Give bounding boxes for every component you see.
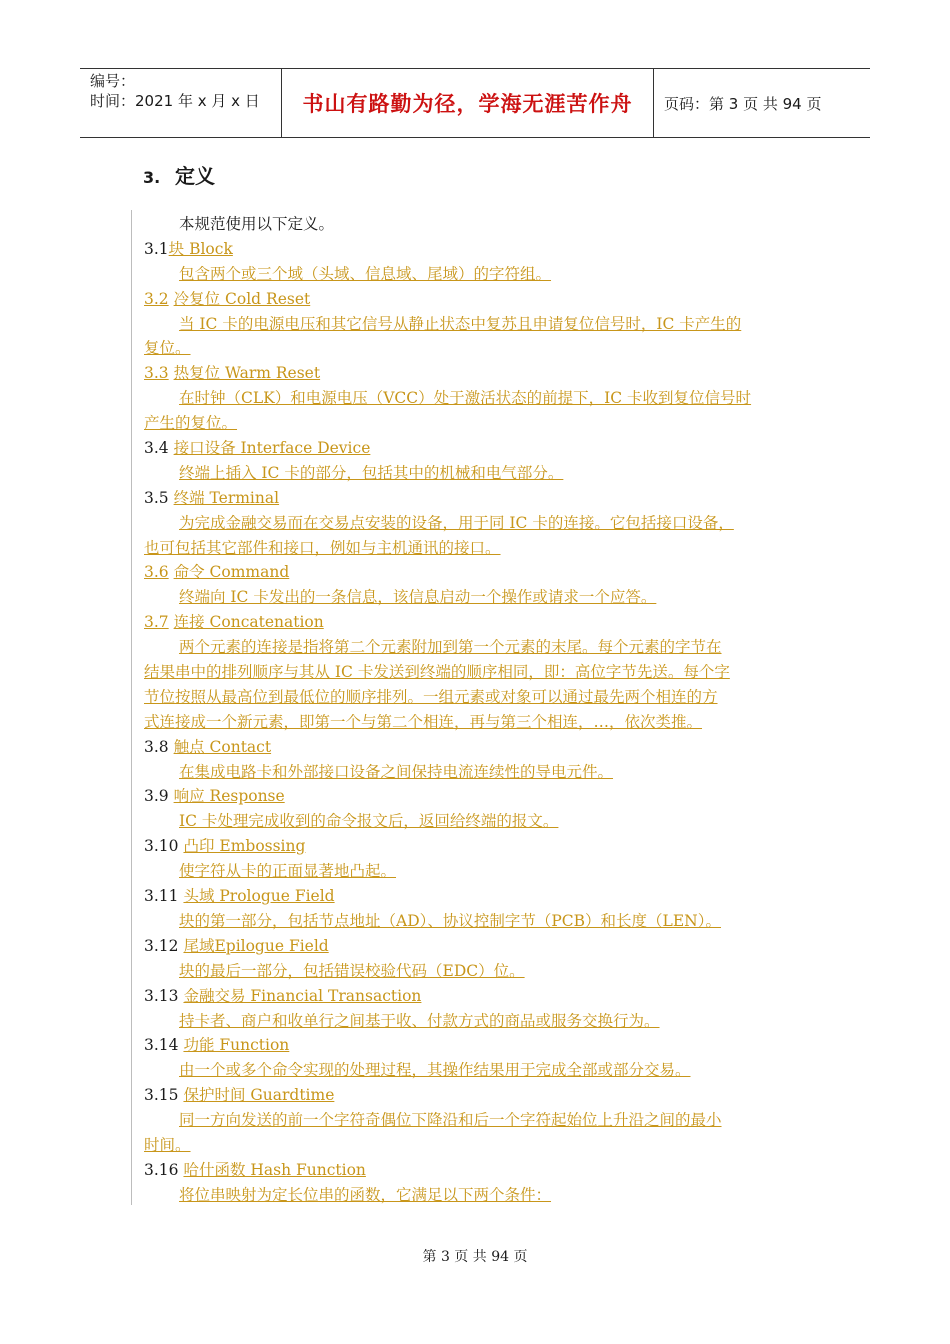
definition-number: 3.12 bbox=[144, 936, 179, 955]
definition-term-row bbox=[144, 1083, 809, 1108]
definition-text: 块的第一部分，包括节点地址（AD）、协议控制字节（PCB）和长度（LEN）。 bbox=[179, 911, 721, 930]
definition-text-line bbox=[144, 1108, 809, 1133]
definition-text: 复位。 bbox=[144, 339, 191, 358]
definition-text-line bbox=[144, 1183, 809, 1208]
definition-text: 由一个或多个命令实现的处理过程，其操作结果用于完成全部或部分交易。 bbox=[179, 1061, 691, 1080]
definition-term-row bbox=[144, 287, 809, 312]
definition-text-line bbox=[144, 336, 809, 361]
definition-number: 3.6 bbox=[144, 563, 169, 582]
definition-text-line bbox=[144, 461, 809, 486]
definition-number: 3.10 bbox=[144, 837, 179, 856]
definition-term: 接口设备 Interface Device bbox=[173, 439, 371, 458]
definition-term: 响应 Response bbox=[173, 787, 285, 806]
definition-text-line bbox=[144, 1009, 809, 1034]
definition-text: 在时钟（CLK）和电源电压（VCC）处于激活状态的前提下，IC 卡收到复位信号时 bbox=[179, 389, 752, 408]
definition-text-line bbox=[144, 710, 809, 735]
definition-term: 金融交易 Financial Transaction bbox=[183, 986, 422, 1005]
definition-text: 产生的复位。 bbox=[144, 414, 238, 433]
definition-text: 使字符从卡的正面显著地凸起。 bbox=[179, 862, 397, 881]
definition-text: 时间。 bbox=[144, 1135, 191, 1154]
header-page-info: 页码：第 3 页 共 94 页 bbox=[664, 94, 822, 113]
definition-term: 热复位 Warm Reset bbox=[173, 364, 321, 383]
definition-term-row bbox=[144, 486, 809, 511]
definition-text: 结果串中的排列顺序与其从 IC 卡发送到终端的顺序相同，即：高位字节先送。每个字 bbox=[144, 663, 730, 682]
definition-text-line bbox=[144, 411, 809, 436]
definition-text: 也可包括其它部件和接口，例如与主机通讯的接口。 bbox=[144, 538, 501, 557]
definition-number: 3.3 bbox=[144, 364, 169, 383]
definition-term: 哈什函数 Hash Function bbox=[183, 1160, 366, 1179]
definition-term-row bbox=[144, 735, 809, 760]
page-footer: 第 3 页 共 94 页 bbox=[422, 1249, 528, 1265]
section-number: 3. bbox=[143, 168, 161, 187]
definition-text-line bbox=[144, 1058, 809, 1083]
definition-term: 冷复位 Cold Reset bbox=[173, 289, 311, 308]
definition-number: 3.9 bbox=[144, 787, 169, 806]
definition-text-line bbox=[144, 511, 809, 536]
definition-number: 3.8 bbox=[144, 737, 169, 756]
definition-term-row bbox=[144, 436, 809, 461]
definition-text: 包含两个或三个域（头域、信息域、尾域）的字符组。 bbox=[179, 264, 552, 283]
definition-term-row bbox=[144, 884, 809, 909]
definitions-body bbox=[144, 212, 809, 1208]
definition-text-line bbox=[144, 685, 809, 710]
definition-text-line bbox=[144, 809, 809, 834]
definition-text: IC 卡处理完成收到的命令报文后，返回给终端的报文。 bbox=[179, 812, 559, 831]
definition-text: 终端向 IC 卡发出的一条信息，该信息启动一个操作或请求一个应答。 bbox=[179, 588, 657, 607]
definition-text: 当 IC 卡的电源电压和其它信号从静止状态中复苏且申请复位信号时，IC 卡产生的 bbox=[179, 314, 742, 333]
header-meta-cell bbox=[80, 69, 282, 137]
definition-term-row bbox=[144, 610, 809, 635]
definition-term: 触点 Contact bbox=[173, 737, 272, 756]
definition-text: 为完成金融交易而在交易点安装的设备，用于同 IC 卡的连接。它包括接口设备， bbox=[179, 513, 734, 532]
definition-text: 块的最后一部分，包括错误校验代码（EDC）位。 bbox=[179, 961, 525, 980]
header-page-cell bbox=[654, 69, 870, 137]
definition-text: 在集成电路卡和外部接口设备之间保持电流连续性的导电元件。 bbox=[179, 762, 614, 781]
definition-text: 式连接成一个新元素，即第一个与第二个相连，再与第三个相连，…，依次类推。 bbox=[144, 712, 703, 731]
definition-text-line bbox=[144, 312, 809, 337]
definition-number: 3.2 bbox=[144, 289, 169, 308]
definition-text: 两个元素的连接是指将第二个元素附加到第一个元素的末尾。每个元素的字节在 bbox=[179, 638, 722, 657]
definition-text-line bbox=[144, 262, 809, 287]
definition-text: 将位串映射为定长位串的函数，它满足以下两个条件： bbox=[179, 1185, 552, 1204]
doc-date: 时间：2021 年 x 月 x 日 bbox=[90, 92, 260, 110]
definition-number: 3.7 bbox=[144, 613, 169, 632]
definition-term: 功能 Function bbox=[183, 1036, 290, 1055]
definition-term-row bbox=[144, 784, 809, 809]
definition-text-line bbox=[144, 660, 809, 685]
definition-number: 3.5 bbox=[144, 488, 169, 507]
definition-text: 节位按照从最高位到最低位的顺序排列。一组元素或对象可以通过最先两个相连的方 bbox=[144, 687, 718, 706]
definition-term: 凸印 Embossing bbox=[183, 837, 306, 856]
definition-text-line bbox=[144, 585, 809, 610]
definition-number: 3.16 bbox=[144, 1160, 179, 1179]
definition-term-row bbox=[144, 934, 809, 959]
section-title: 定义 bbox=[175, 164, 215, 188]
definition-text: 终端上插入 IC 卡的部分，包括其中的机械和电气部分。 bbox=[179, 463, 564, 482]
definition-number: 3.15 bbox=[144, 1086, 179, 1105]
definition-term-row bbox=[144, 1033, 809, 1058]
definition-term-row bbox=[144, 361, 809, 386]
definition-text-line bbox=[144, 1133, 809, 1158]
definition-text-line bbox=[144, 760, 809, 785]
definition-term: 连接 Concatenation bbox=[173, 613, 324, 632]
definition-number: 3.1 bbox=[144, 239, 169, 258]
page-header bbox=[80, 68, 870, 138]
header-motto: 书山有路勤为径，学海无涯苦作舟 bbox=[302, 92, 633, 116]
header-motto-cell bbox=[282, 69, 654, 137]
definition-number: 3.14 bbox=[144, 1036, 179, 1055]
definition-term-row bbox=[144, 560, 809, 585]
definition-text-line bbox=[144, 635, 809, 660]
definition-term-row bbox=[144, 237, 809, 262]
definition-text-line bbox=[144, 959, 809, 984]
definition-term-row bbox=[144, 834, 809, 859]
definition-number: 3.4 bbox=[144, 439, 169, 458]
definition-term: 终端 Terminal bbox=[173, 488, 280, 507]
definition-term: 头域 Prologue Field bbox=[183, 887, 335, 906]
definition-term-row bbox=[144, 1158, 809, 1183]
definition-text-line bbox=[144, 536, 809, 561]
definition-term: 块 Block bbox=[168, 239, 233, 258]
definition-term: 尾域Epilogue Field bbox=[183, 936, 329, 955]
definition-term-row bbox=[144, 984, 809, 1009]
intro-text: 本规范使用以下定义。 bbox=[179, 215, 335, 233]
doc-number-label: 编号： bbox=[90, 72, 136, 90]
definition-term: 命令 Command bbox=[173, 563, 290, 582]
definition-text-line bbox=[144, 909, 809, 934]
definition-text: 同一方向发送的前一个字符奇偶位下降沿和后一个字符起始位上升沿之间的最小 bbox=[179, 1111, 722, 1130]
section-heading bbox=[143, 160, 215, 189]
definition-term: 保护时间 Guardtime bbox=[183, 1086, 335, 1105]
definition-number: 3.11 bbox=[144, 887, 179, 906]
definition-number: 3.13 bbox=[144, 986, 179, 1005]
definition-text-line bbox=[144, 859, 809, 884]
definition-text: 持卡者、商户和收单行之间基于收、付款方式的商品或服务交换行为。 bbox=[179, 1011, 660, 1030]
revision-change-bar bbox=[131, 210, 132, 1205]
definition-text-line bbox=[144, 386, 809, 411]
